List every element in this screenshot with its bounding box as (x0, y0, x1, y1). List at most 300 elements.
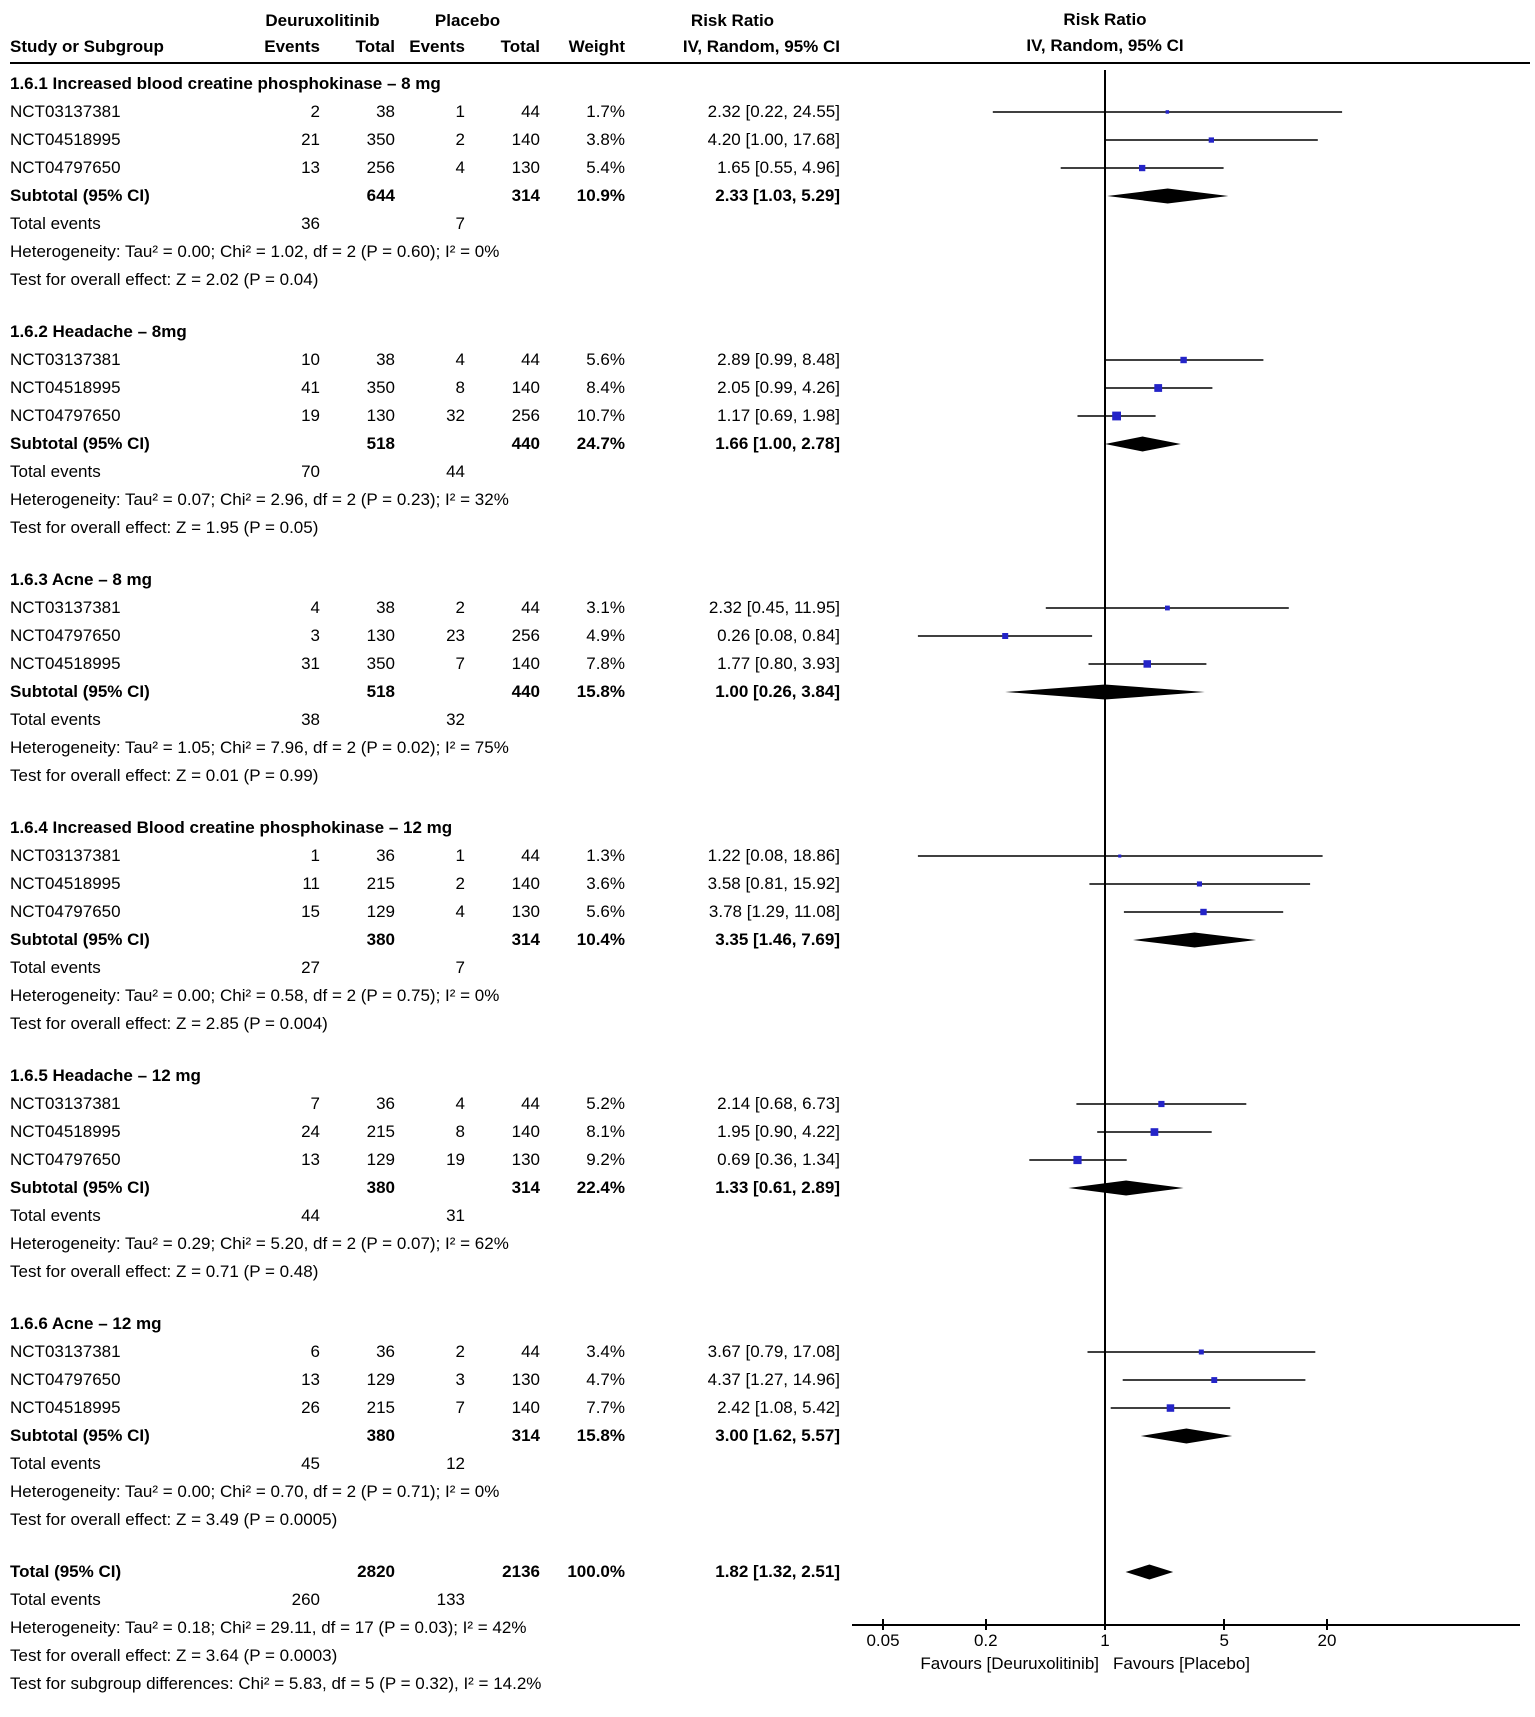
total-events-placebo: 7 (455, 214, 465, 233)
deuruxolitinib-total: 350 (366, 130, 395, 149)
study-row (10, 402, 1530, 430)
study-row (10, 594, 1530, 622)
placebo-events: 19 (446, 1150, 465, 1169)
weight-value: 5.6% (586, 902, 625, 921)
study-id: NCT03137381 (10, 846, 121, 865)
total-events-row (10, 210, 1530, 238)
deuruxolitinib-total: 36 (376, 1094, 395, 1113)
placebo-events: 4 (455, 1094, 465, 1113)
deuruxolitinib-events: 41 (301, 378, 320, 397)
subtotal-label: Subtotal (95% CI) (10, 1426, 150, 1445)
total2-col-header: Total (500, 37, 540, 56)
placebo-events: 3 (455, 1370, 465, 1389)
weight-value: 3.4% (586, 1342, 625, 1361)
deuruxolitinib-total: 36 (376, 1342, 395, 1361)
grand-total-label: Total (95% CI) (10, 1562, 122, 1581)
study-row (10, 622, 1530, 650)
deuruxolitinib-events: 10 (301, 350, 320, 369)
subtotal-ci-value: 3.35 [1.46, 7.69] (715, 930, 840, 949)
risk-ratio-ci-value: 2.32 [0.22, 24.55] (707, 102, 840, 121)
study-row (10, 870, 1530, 898)
study-id: NCT03137381 (10, 1094, 121, 1113)
ci-marker-plot (840, 870, 1530, 898)
deuruxolitinib-total: 350 (366, 378, 395, 397)
placebo-events: 2 (455, 874, 465, 893)
table-header (10, 8, 1530, 64)
deuruxolitinib-total: 38 (376, 598, 395, 617)
subtotal-weight: 24.7% (576, 434, 625, 453)
heterogeneity-text: Heterogeneity: Tau² = 0.00; Chi² = 0.58, df = 2 (P = 0.75); I² = 0% (10, 986, 500, 1005)
placebo-events: 7 (455, 654, 465, 673)
subtotal-weight: 15.8% (576, 682, 625, 701)
deuruxolitinib-events: 6 (310, 1342, 320, 1361)
study-row (10, 650, 1530, 678)
subtotal-ci-value: 1.33 [0.61, 2.89] (715, 1178, 840, 1197)
risk-ratio-ci-value: 3.67 [0.79, 17.08] (707, 1342, 840, 1361)
study-id: NCT04518995 (10, 378, 121, 397)
subtotal-deuruxolitinib-total: 380 (366, 930, 395, 949)
subgroup-title: 1.6.6 Acne – 12 mg (10, 1314, 162, 1333)
subtotal-label: Subtotal (95% CI) (10, 930, 150, 949)
risk-ratio-ci-value: 2.32 [0.45, 11.95] (708, 598, 840, 617)
deuruxolitinib-total: 215 (366, 1398, 395, 1417)
grand-total-placebo: 2136 (502, 1562, 540, 1581)
total-events-row (10, 706, 1530, 734)
subtotal-row (10, 926, 1530, 954)
total-events-label: Total events (10, 710, 101, 729)
overall-effect-row (10, 266, 1530, 294)
heterogeneity-row (10, 1478, 1530, 1506)
deuruxolitinib-events: 7 (310, 1094, 320, 1113)
overall-effect-row (10, 1506, 1530, 1534)
placebo-total: 140 (511, 654, 540, 673)
overall-effect-text: Test for overall effect: Z = 3.49 (P = 0.0005) (10, 1510, 338, 1529)
heterogeneity-row (10, 1230, 1530, 1258)
total-events-label: Total events (10, 462, 101, 481)
grand-total-events-placebo: 133 (436, 1590, 465, 1609)
risk-ratio-ci-value: 1.77 [0.80, 3.93] (717, 654, 840, 673)
risk-ratio-ci-value: 2.89 [0.99, 8.48] (717, 350, 840, 369)
group1-header: Deuruxolitinib (265, 11, 380, 30)
total1-col-header: Total (355, 37, 395, 56)
subtotal-label: Subtotal (95% CI) (10, 434, 150, 453)
forest-rows (10, 70, 1530, 1614)
axis-tick-label: 0.05 (866, 1631, 900, 1650)
placebo-total: 130 (511, 902, 540, 921)
favours-labels (840, 1654, 1530, 1678)
placebo-total: 44 (521, 1094, 540, 1113)
risk-ratio-ci-value: 2.14 [0.68, 6.73] (717, 1094, 840, 1113)
total-overall-effect-text: Test for overall effect: Z = 3.64 (P = 0.0003) (10, 1646, 338, 1665)
axis-tick-label: 0.2 (973, 1631, 998, 1650)
study-row (10, 1366, 1530, 1394)
grand-total-ci-value: 1.82 [1.32, 2.51] (715, 1562, 840, 1581)
total-events-placebo: 32 (446, 710, 465, 729)
subtotal-row (10, 1422, 1530, 1450)
placebo-total: 256 (511, 406, 540, 425)
placebo-events: 2 (455, 1342, 465, 1361)
total-stats (10, 1614, 840, 1698)
subgroup-title: 1.6.4 Increased Blood creatine phosphokinase – 12 mg (10, 818, 453, 837)
weight-value: 5.4% (586, 158, 625, 177)
axis-tick (985, 1619, 987, 1630)
axis-tick-label: 5 (1219, 1631, 1229, 1650)
deuruxolitinib-events: 13 (301, 1370, 320, 1389)
total-events-placebo: 44 (446, 462, 465, 481)
subtotal-placebo-total: 314 (511, 930, 540, 949)
study-id: NCT03137381 (10, 102, 121, 121)
placebo-total: 140 (511, 1122, 540, 1141)
deuruxolitinib-events: 13 (301, 1150, 320, 1169)
ci-marker-plot (840, 374, 1530, 402)
placebo-total: 140 (511, 1398, 540, 1417)
study-id: NCT03137381 (10, 350, 121, 369)
total-events-placebo: 7 (455, 958, 465, 977)
overall-effect-text: Test for overall effect: Z = 1.95 (P = 0.05) (10, 518, 319, 537)
heterogeneity-text: Heterogeneity: Tau² = 0.29; Chi² = 5.20, df = 2 (P = 0.07); I² = 62% (10, 1234, 509, 1253)
deuruxolitinib-events: 13 (301, 158, 320, 177)
study-row (10, 374, 1530, 402)
total-events-row (10, 1202, 1530, 1230)
ci-col-header: IV, Random, 95% CI (682, 37, 840, 56)
study-id: NCT04518995 (10, 654, 121, 673)
deuruxolitinib-total: 215 (366, 874, 395, 893)
weight-value: 3.1% (586, 598, 625, 617)
study-id: NCT04518995 (10, 1398, 121, 1417)
subgroup-title-row (10, 70, 1530, 98)
overall-effect-row (10, 762, 1530, 790)
deuruxolitinib-events: 31 (301, 654, 320, 673)
placebo-events: 8 (455, 378, 465, 397)
total-events-row (10, 458, 1530, 486)
weight-value: 7.7% (586, 1398, 625, 1417)
total-events-row (10, 1586, 1530, 1614)
ci-marker-plot (840, 842, 1530, 870)
ci-marker-plot (840, 402, 1530, 430)
ci-marker-plot (840, 898, 1530, 926)
axis-tick (1326, 1619, 1328, 1630)
overall-effect-text: Test for overall effect: Z = 2.02 (P = 0.04) (10, 270, 319, 289)
placebo-events: 23 (446, 626, 465, 645)
risk-ratio-plot-header: Risk Ratio (1063, 10, 1147, 29)
weight-value: 3.8% (586, 130, 625, 149)
subtotal-deuruxolitinib-total: 644 (366, 186, 395, 205)
subtotal-diamond-plot (840, 1174, 1530, 1202)
placebo-events: 2 (455, 130, 465, 149)
subtotal-diamond-plot (840, 430, 1530, 458)
subtotal-diamond-plot (840, 926, 1530, 954)
risk-ratio-ci-value: 0.26 [0.08, 0.84] (717, 626, 840, 645)
heterogeneity-row (10, 238, 1530, 266)
subtotal-deuruxolitinib-total: 518 (366, 682, 395, 701)
ci-marker-plot (840, 346, 1530, 374)
deuruxolitinib-total: 130 (366, 626, 395, 645)
deuruxolitinib-total: 38 (376, 350, 395, 369)
ci-marker-plot (840, 1366, 1530, 1394)
header-group-row (10, 8, 1530, 34)
overall-effect-text: Test for overall effect: Z = 0.71 (P = 0.48) (10, 1262, 319, 1281)
study-id: NCT04518995 (10, 874, 121, 893)
deuruxolitinib-events: 11 (302, 874, 320, 893)
ci-marker-plot (840, 1146, 1530, 1174)
ci-marker-plot (840, 1338, 1530, 1366)
heterogeneity-row (10, 982, 1530, 1010)
overall-effect-text: Test for overall effect: Z = 0.01 (P = 0.99) (10, 766, 319, 785)
study-id: NCT04518995 (10, 130, 121, 149)
risk-ratio-ci-value: 3.78 [1.29, 11.08] (708, 902, 840, 921)
subgroup-title-row (10, 1310, 1530, 1338)
ci-marker-plot (840, 98, 1530, 126)
study-row (10, 126, 1530, 154)
study-row (10, 1394, 1530, 1422)
overall-effect-row (10, 1010, 1530, 1038)
study-row (10, 898, 1530, 926)
placebo-events: 8 (455, 1122, 465, 1141)
placebo-total: 130 (511, 158, 540, 177)
risk-ratio-ci-value: 1.17 [0.69, 1.98] (717, 406, 840, 425)
favours-right-label: Favours [Placebo] (1113, 1654, 1251, 1673)
placebo-events: 2 (455, 598, 465, 617)
subtotal-label: Subtotal (95% CI) (10, 186, 150, 205)
subtotal-row (10, 1174, 1530, 1202)
total-events-label: Total events (10, 214, 101, 233)
subtotal-deuruxolitinib-total: 380 (366, 1178, 395, 1197)
overall-effect-row (10, 1642, 840, 1670)
placebo-events: 1 (455, 102, 465, 121)
subtotal-deuruxolitinib-total: 518 (366, 434, 395, 453)
grand-total-weight: 100.0% (567, 1562, 625, 1581)
subgroup-title-row (10, 318, 1530, 346)
placebo-events: 4 (455, 158, 465, 177)
grand-total-deuruxolitinib: 2820 (357, 1562, 395, 1581)
weight-value: 7.8% (586, 654, 625, 673)
total-heterogeneity-text: Heterogeneity: Tau² = 0.18; Chi² = 29.11, df = 17 (P = 0.03); I² = 42% (10, 1618, 527, 1637)
placebo-total: 44 (521, 1342, 540, 1361)
subtotal-row (10, 430, 1530, 458)
risk-ratio-header: Risk Ratio (690, 11, 775, 30)
risk-ratio-ci-value: 2.05 [0.99, 4.26] (717, 378, 840, 397)
subtotal-placebo-total: 440 (511, 434, 540, 453)
placebo-total: 256 (511, 626, 540, 645)
axis-line (852, 1624, 1520, 1626)
weight-value: 10.7% (576, 406, 625, 425)
deuruxolitinib-events: 26 (301, 1398, 320, 1417)
total-events-deuruxolitinib: 38 (301, 710, 320, 729)
subtotal-deuruxolitinib-total: 380 (366, 1426, 395, 1445)
weight-value: 8.1% (586, 1122, 625, 1141)
study-row (10, 1118, 1530, 1146)
axis-tick-label: 1 (1100, 1631, 1110, 1650)
heterogeneity-row (10, 1614, 840, 1642)
ci-marker-plot (840, 650, 1530, 678)
study-col-header: Study or Subgroup (10, 37, 164, 56)
total-events-deuruxolitinib: 36 (301, 214, 320, 233)
subgroup-title-row (10, 566, 1530, 594)
subtotal-label: Subtotal (95% CI) (10, 682, 150, 701)
ci-marker-plot (840, 594, 1530, 622)
placebo-events: 32 (446, 406, 465, 425)
placebo-total: 140 (511, 378, 540, 397)
study-row (10, 1146, 1530, 1174)
total-events-deuruxolitinib: 44 (301, 1206, 320, 1225)
placebo-events: 4 (455, 902, 465, 921)
total-diamond-plot (840, 1558, 1530, 1586)
study-id: NCT04797650 (10, 626, 121, 645)
axis-tick (1104, 1619, 1106, 1630)
placebo-total: 44 (521, 598, 540, 617)
subtotal-weight: 10.4% (576, 930, 625, 949)
heterogeneity-text: Heterogeneity: Tau² = 0.00; Chi² = 1.02, df = 2 (P = 0.60); I² = 0% (10, 242, 500, 261)
deuruxolitinib-total: 256 (366, 158, 395, 177)
total-events-placebo: 12 (446, 1454, 465, 1473)
subtotal-ci-value: 2.33 [1.03, 5.29] (715, 186, 840, 205)
risk-ratio-ci-value: 3.58 [0.81, 15.92] (707, 874, 840, 893)
study-row (10, 154, 1530, 182)
risk-ratio-ci-value: 2.42 [1.08, 5.42] (717, 1398, 840, 1417)
subtotal-label: Subtotal (95% CI) (10, 1178, 150, 1197)
placebo-total: 130 (511, 1370, 540, 1389)
placebo-events: 1 (455, 846, 465, 865)
risk-ratio-ci-value: 1.95 [0.90, 4.22] (717, 1122, 840, 1141)
subtotal-diamond-plot (840, 1422, 1530, 1450)
plot-header-cell (840, 33, 1530, 61)
total-row (10, 1558, 1530, 1586)
ci-marker-plot (840, 154, 1530, 182)
study-row (10, 842, 1530, 870)
heterogeneity-row (10, 486, 1530, 514)
study-id: NCT04797650 (10, 406, 121, 425)
placebo-total: 44 (521, 846, 540, 865)
ci-plot-col-header: IV, Random, 95% CI (1026, 36, 1184, 55)
subtotal-weight: 15.8% (576, 1426, 625, 1445)
deuruxolitinib-events: 3 (310, 626, 320, 645)
subtotal-row (10, 182, 1530, 210)
weight-value: 9.2% (586, 1150, 625, 1169)
axis-area (840, 1614, 1530, 1686)
deuruxolitinib-total: 38 (376, 102, 395, 121)
heterogeneity-text: Heterogeneity: Tau² = 0.00; Chi² = 0.70, df = 2 (P = 0.71); I² = 0% (10, 1482, 500, 1501)
risk-ratio-ci-value: 0.69 [0.36, 1.34] (717, 1150, 840, 1169)
study-row (10, 1090, 1530, 1118)
overall-effect-row (10, 1258, 1530, 1286)
total-events-deuruxolitinib: 70 (301, 462, 320, 481)
subtotal-diamond-plot (840, 182, 1530, 210)
deuruxolitinib-events: 21 (301, 130, 320, 149)
weight-value: 5.6% (586, 350, 625, 369)
axis-tick (1223, 1619, 1225, 1630)
deuruxolitinib-events: 1 (310, 846, 320, 865)
total-events-row (10, 1450, 1530, 1478)
study-row (10, 1338, 1530, 1366)
grand-total-events-deuruxolitinib: 260 (291, 1590, 320, 1609)
risk-ratio-ci-value: 4.20 [1.00, 17.68] (707, 130, 840, 149)
weight-col-header: Weight (568, 37, 625, 56)
weight-value: 1.7% (586, 102, 625, 121)
subgroup-differences-row (10, 1670, 840, 1698)
ci-marker-plot (840, 1394, 1530, 1422)
study-id: NCT04797650 (10, 1370, 121, 1389)
deuruxolitinib-events: 15 (301, 902, 320, 921)
axis-tick (882, 1619, 884, 1630)
ci-marker-plot (840, 126, 1530, 154)
subtotal-diamond-plot (840, 678, 1530, 706)
bottom-section (10, 1614, 1530, 1698)
subgroup-title: 1.6.2 Headache – 8mg (10, 322, 187, 341)
heterogeneity-text: Heterogeneity: Tau² = 0.07; Chi² = 2.96, df = 2 (P = 0.23); I² = 32% (10, 490, 509, 509)
group2-header: Placebo (434, 11, 501, 30)
placebo-total: 140 (511, 874, 540, 893)
subtotal-ci-value: 1.66 [1.00, 2.78] (715, 434, 840, 453)
placebo-total: 44 (521, 350, 540, 369)
weight-value: 8.4% (586, 378, 625, 397)
deuruxolitinib-events: 2 (310, 102, 320, 121)
placebo-total: 130 (511, 1150, 540, 1169)
total-events-placebo: 31 (446, 1206, 465, 1225)
deuruxolitinib-events: 19 (301, 406, 320, 425)
subgroup-title-row (10, 1062, 1530, 1090)
study-id: NCT03137381 (10, 598, 121, 617)
total-events-label: Total events (10, 958, 101, 977)
subgroup-title: 1.6.3 Acne – 8 mg (10, 570, 153, 589)
subtotal-placebo-total: 440 (511, 682, 540, 701)
heterogeneity-text: Heterogeneity: Tau² = 1.05; Chi² = 7.96, df = 2 (P = 0.02); I² = 75% (10, 738, 509, 757)
study-id: NCT04797650 (10, 1150, 121, 1169)
placebo-events: 7 (455, 1398, 465, 1417)
ci-marker-plot (840, 1118, 1530, 1146)
deuruxolitinib-total: 129 (366, 902, 395, 921)
risk-ratio-ci-value: 1.65 [0.55, 4.96] (717, 158, 840, 177)
grand-total-events-label: Total events (10, 1590, 101, 1609)
study-id: NCT03137381 (10, 1342, 121, 1361)
subgroup-title: 1.6.5 Headache – 12 mg (10, 1066, 201, 1085)
subgroup-title: 1.6.1 Increased blood creatine phosphokinase – 8 mg (10, 74, 441, 93)
subtotal-placebo-total: 314 (511, 186, 540, 205)
overall-effect-text: Test for overall effect: Z = 2.85 (P = 0.004) (10, 1014, 328, 1033)
study-id: NCT04518995 (10, 1122, 121, 1141)
total-events-label: Total events (10, 1454, 101, 1473)
deuruxolitinib-total: 215 (366, 1122, 395, 1141)
subtotal-ci-value: 1.00 [0.26, 3.84] (715, 682, 840, 701)
subtotal-ci-value: 3.00 [1.62, 5.57] (715, 1426, 840, 1445)
axis-tick-label: 20 (1317, 1631, 1337, 1650)
study-id: NCT04797650 (10, 158, 121, 177)
placebo-events: 4 (455, 350, 465, 369)
placebo-total: 140 (511, 130, 540, 149)
weight-value: 4.7% (586, 1370, 625, 1389)
ci-marker-plot (840, 1090, 1530, 1118)
placebo-total: 44 (521, 102, 540, 121)
subtotal-weight: 22.4% (576, 1178, 625, 1197)
deuruxolitinib-total: 36 (376, 846, 395, 865)
subtotal-row (10, 678, 1530, 706)
total-events-deuruxolitinib: 45 (301, 1454, 320, 1473)
weight-value: 4.9% (586, 626, 625, 645)
heterogeneity-row (10, 734, 1530, 762)
plot-body (10, 70, 1530, 1698)
total-events-label: Total events (10, 1206, 101, 1225)
total-events-row (10, 954, 1530, 982)
subtotal-weight: 10.9% (576, 186, 625, 205)
deuruxolitinib-total: 129 (366, 1150, 395, 1169)
deuruxolitinib-events: 4 (310, 598, 320, 617)
overall-effect-row (10, 514, 1530, 542)
deuruxolitinib-total: 129 (366, 1370, 395, 1389)
risk-ratio-ci-value: 1.22 [0.08, 18.86] (707, 846, 840, 865)
deuruxolitinib-total: 350 (366, 654, 395, 673)
subgroup-title-row (10, 814, 1530, 842)
plot-header-cell (840, 7, 1530, 35)
weight-value: 5.2% (586, 1094, 625, 1113)
